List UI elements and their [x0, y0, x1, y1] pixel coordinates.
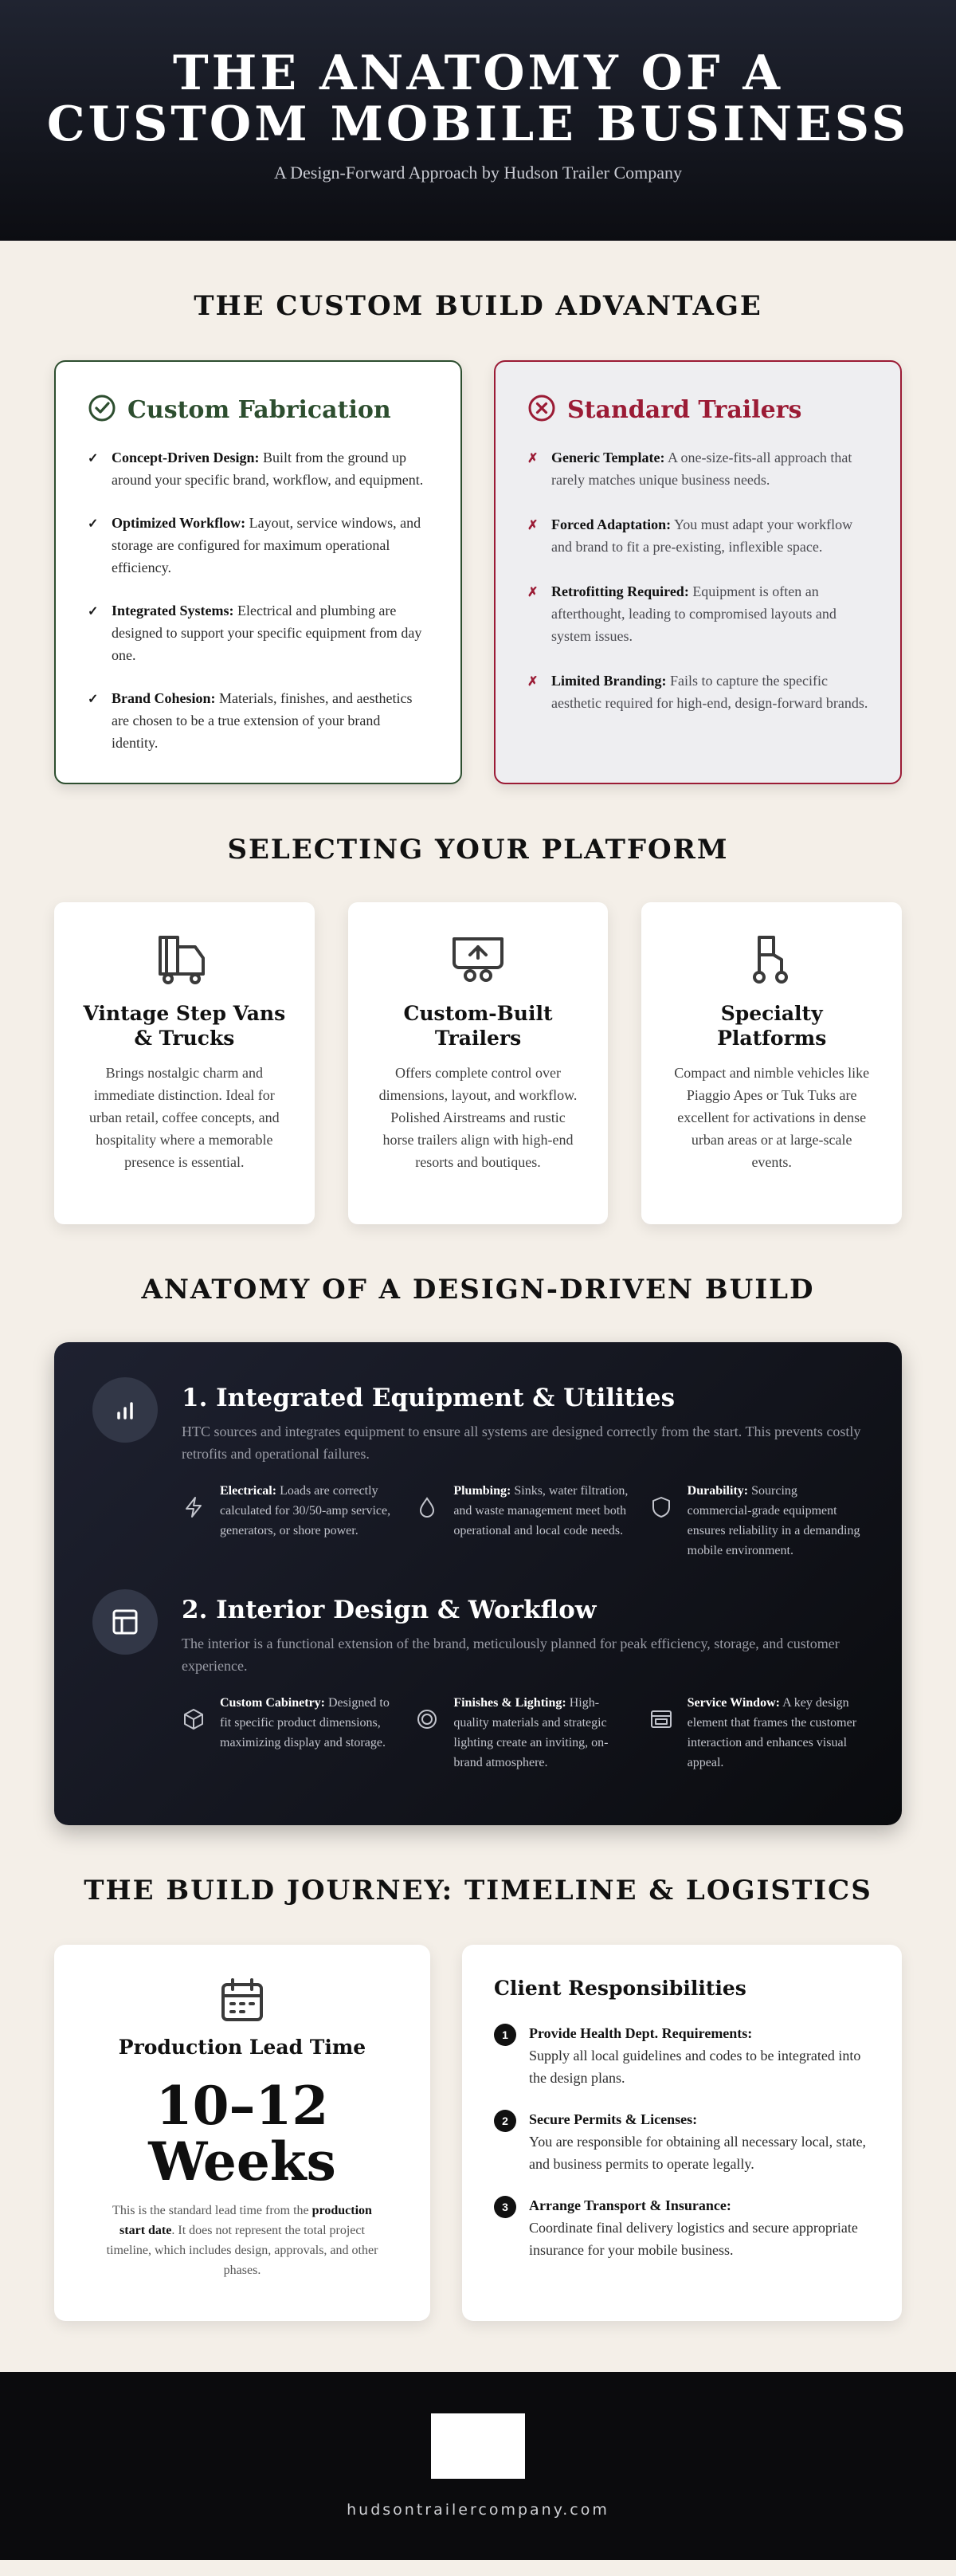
- custom-fabrication-card: [54, 360, 462, 784]
- step-van-icon: [83, 933, 286, 987]
- platform-card-vans: [54, 902, 315, 1224]
- advantage-title: THE CUSTOM BUILD ADVANTAGE: [194, 290, 762, 322]
- advantage-section: [0, 241, 956, 784]
- feature-durability: Durability: Sourcing commercial-grade equipment ensures reliability in a demanding mobile environment.: [649, 1481, 864, 1561]
- step-number: 3: [494, 2196, 516, 2218]
- page-footer: [0, 2372, 956, 2560]
- water-drop-icon: [415, 1481, 442, 1561]
- platform-card-specialty: [641, 902, 902, 1224]
- cross-icon: ✗: [527, 519, 539, 532]
- list-item: ✗ Generic Template: A one-size-fits-all approach that rarely matches unique business needs.: [527, 446, 870, 491]
- anatomy-item-title: 1. Integrated Equipment & Utilities: [182, 1384, 676, 1412]
- lead-time-card: [54, 1945, 430, 2321]
- page-subtitle: A Design-Forward Approach by Hudson Trailer Company: [273, 163, 683, 183]
- list-item: ✓ Concept-Driven Design: Built from the ground up around your specific brand, workflow, and equipment.: [88, 446, 430, 491]
- platform-card-title: Specialty Platforms: [717, 1002, 827, 1050]
- list-item: ✓ Brand Cohesion: Materials, finishes, and aesthetics are chosen to be a true extension of your brand identity.: [88, 687, 430, 754]
- window-icon: [649, 1693, 676, 1773]
- list-item: ✗ Forced Adaptation: You must adapt your workflow and brand to fit a pre-existing, inflexible space.: [527, 513, 870, 558]
- layout-icon: [92, 1589, 158, 1655]
- feature-cabinetry: Custom Cabinetry: Designed to fit specific product dimensions, maximizing display and storage.: [182, 1693, 396, 1773]
- cross-icon: ✗: [527, 452, 539, 465]
- anatomy-title: ANATOMY OF A DESIGN-DRIVEN BUILD: [141, 1274, 815, 1306]
- hero-header: [0, 0, 956, 241]
- target-icon: [415, 1693, 442, 1773]
- calendar-icon: [54, 1977, 430, 2024]
- platform-card-text: Compact and nimble vehicles like Piaggio Apes or Tuk Tuks are excellent for activations in dense urban areas or at large-scale events.: [674, 1065, 870, 1170]
- list-item: ✓ Integrated Systems: Electrical and plumbing are designed to support your specific equipment from day one.: [88, 599, 430, 666]
- list-item: ✓ Optimized Workflow: Layout, service windows, and storage are configured for maximum operational efficiency.: [88, 512, 430, 579]
- anatomy-item-interior: [92, 1589, 864, 1773]
- custom-fabrication-title: Custom Fabrication: [127, 395, 391, 424]
- platform-section: [0, 784, 956, 1224]
- platform-title: SELECTING YOUR PLATFORM: [227, 834, 729, 866]
- anatomy-item-title: 2. Interior Design & Workflow: [182, 1596, 597, 1624]
- lead-time-title: Production Lead Time: [118, 2036, 366, 2059]
- journey-title: THE BUILD JOURNEY: TIMELINE & LOGISTICS: [84, 1875, 872, 1906]
- step-number: 2: [494, 2110, 516, 2132]
- footer-url[interactable]: hudsontrailercompany.com: [347, 2501, 609, 2519]
- check-icon: ✓: [88, 517, 99, 531]
- platform-card-title: Vintage Step Vans & Trucks: [83, 1002, 286, 1050]
- anatomy-item-utilities: [92, 1377, 864, 1561]
- feature-electrical: Electrical: Loads are correctly calculated for 30/50-amp service, generators, or shore power.: [182, 1481, 396, 1561]
- client-responsibilities-card: [462, 1945, 902, 2321]
- platform-card-title: Custom-Built Trailers: [403, 1002, 553, 1050]
- standard-list: [527, 446, 870, 714]
- lightning-icon: [182, 1481, 209, 1561]
- anatomy-panel: [54, 1342, 902, 1825]
- title-line-1: THE ANATOMY OF A: [173, 45, 783, 101]
- custom-list: [88, 446, 430, 754]
- title-line-2: CUSTOM MOBILE BUSINESS: [46, 96, 910, 152]
- list-item: ✗ Limited Branding: Fails to capture the specific aesthetic required for high-end, design-forward brands.: [527, 670, 870, 714]
- responsibilities-title: Client Responsibilities: [494, 1977, 746, 2000]
- bar-chart-icon: [92, 1377, 158, 1443]
- page-title: [0, 45, 956, 152]
- check-circle-icon: [88, 394, 116, 426]
- trailer-icon: [377, 933, 580, 987]
- standard-trailers-card: [494, 360, 902, 784]
- step-number: 1: [494, 2024, 516, 2046]
- specialty-vehicle-icon: [670, 933, 873, 987]
- check-icon: ✓: [88, 605, 99, 618]
- journey-section: [0, 1825, 956, 2321]
- feature-finishes: Finishes & Lighting: High-quality materials and strategic lighting create an inviting, on-brand atmosphere.: [415, 1693, 629, 1773]
- responsibility-step: 1 Provide Health Dept. Requirements: Supply all local guidelines and codes to be integrated into the design plans.: [494, 2022, 870, 2089]
- feature-service-window: Service Window: A key design element that frames the customer interaction and enhances visual appeal.: [649, 1693, 864, 1773]
- cross-icon: ✗: [527, 586, 539, 599]
- lead-time-note: This is the standard lead time from the production start date. It does not represent the total project timeline, which includes design, approvals, and other phases.: [106, 2204, 378, 2277]
- anatomy-section: [0, 1224, 956, 1825]
- responsibility-step: 3 Arrange Transport & Insurance: Coordinate final delivery logistics and secure appropriate insurance for your mobile business.: [494, 2194, 870, 2261]
- cube-icon: [182, 1693, 209, 1773]
- platform-card-text: Brings nostalgic charm and immediate distinction. Ideal for urban retail, coffee concepts, and hospitality where a memorable presence is essential.: [89, 1065, 280, 1170]
- shield-icon: [649, 1481, 676, 1561]
- standard-trailers-title: Standard Trailers: [567, 395, 802, 424]
- anatomy-item-desc: HTC sources and integrates equipment to ensure all systems are designed correctly from the start. This prevents costly retrofits and operational failures.: [182, 1423, 861, 1462]
- anatomy-item-desc: The interior is a functional extension of the brand, meticulously planned for peak efficiency, storage, and customer experience.: [182, 1636, 840, 1674]
- platform-card-text: Offers complete control over dimensions, layout, and workflow. Polished Airstreams and rustic horse trailers align with high-end resorts and boutiques.: [378, 1065, 578, 1170]
- list-item: ✗ Retrofitting Required: Equipment is often an afterthought, leading to compromised layouts and system issues.: [527, 580, 870, 647]
- check-icon: ✓: [88, 452, 99, 465]
- lead-time-value: 10–12 Weeks: [148, 2075, 336, 2193]
- responsibility-step: 2 Secure Permits & Licenses: You are responsible for obtaining all necessary local, state, and business permits to operate legally.: [494, 2108, 870, 2175]
- feature-plumbing: Plumbing: Sinks, water filtration, and waste management meet both operational and local code needs.: [415, 1481, 629, 1561]
- platform-card-trailers: [348, 902, 609, 1224]
- x-circle-icon: [527, 394, 556, 426]
- cross-icon: ✗: [527, 675, 539, 689]
- logo-placeholder: [431, 2413, 525, 2479]
- check-icon: ✓: [88, 693, 99, 706]
